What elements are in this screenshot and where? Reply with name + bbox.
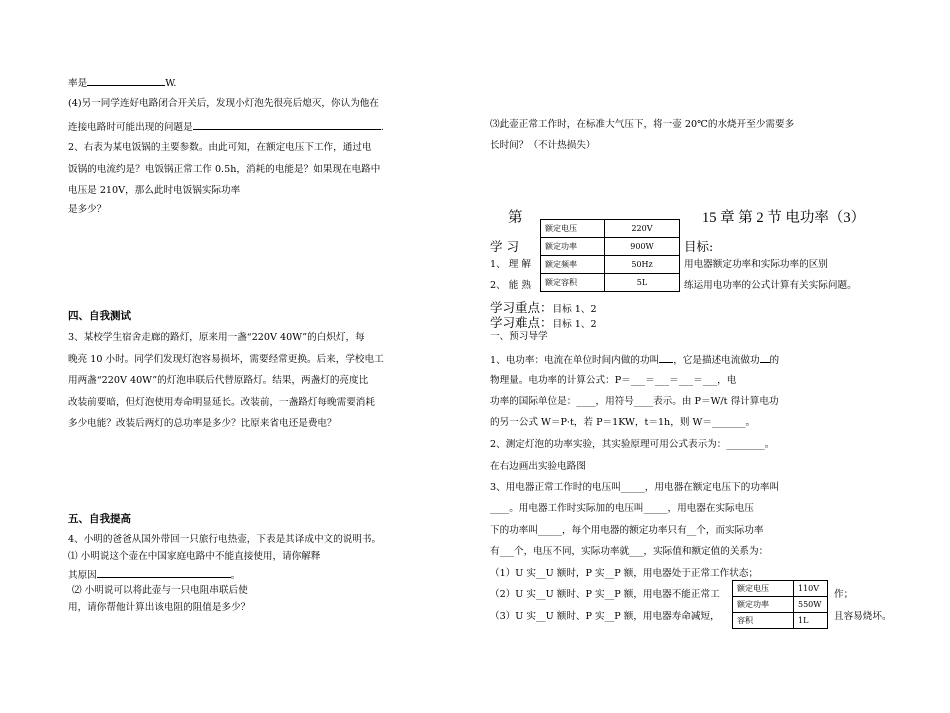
p3-line-4: 改装前要暗，但灯泡使用寿命明显延长。改装前，一盏路灯每晚需要消耗 [68, 397, 375, 408]
table-row [541, 238, 680, 256]
r10-line: 有___个，电压不同，实际功率就___，实际值和额定值的关系为： [490, 546, 769, 557]
q4-line-1: (4)另一同学连好电路闭合开关后，发现小灯泡先很亮后熄灭，你认为他在 [68, 98, 379, 109]
r8-line: ____。用电器工作时实际加的电压叫_____，用电器在实际电压 [490, 503, 754, 514]
r13-line-b: 且容易烧坏。 [834, 611, 892, 622]
table-cell: 5L [605, 274, 680, 292]
goals-heading-a: 学 习 [490, 239, 519, 254]
p4-line-2: ⑴ 小明说这个壶在中国家庭电路中不能直接使用，请你解释 [68, 551, 321, 562]
p4-line-4: ⑵ 小明说可以将此壶与一只电阻串联后使 [72, 585, 248, 596]
goal-1-a: 1、 理 解 [490, 259, 531, 270]
difficult-point-label: 学习难点： [490, 315, 553, 330]
p3-line-3: 用两盏“220V 40W”的灯泡串联后代替原路灯。结果，两盏灯的亮度比 [68, 375, 369, 386]
table-cell: 额定功率 [541, 238, 605, 256]
chapter-title-left: 第 [508, 210, 523, 226]
r1-line [490, 353, 779, 367]
section-5-title: 五、自我提高 [68, 513, 131, 525]
goals-heading-b: 目标: [684, 239, 714, 254]
goal-1-b: 用电器额定功率和实际功率的区别 [684, 259, 828, 270]
r1-text-a: 1、电功率：电流在单位时间内做的功叫 [490, 355, 660, 366]
r11-line: （1）U 实__U 额时，P 实__P 额，用电器处于正常工作状态； [490, 568, 759, 579]
r13-line-a: （3）U 实__U 额时、P 实__P 额，用电器寿命减短， [490, 611, 720, 622]
table-cell: 220V [605, 220, 680, 238]
p4-line-1: 4、小明的爸爸从国外带回一只旅行电热壶，下表是其译成中文的说明书。 [68, 534, 382, 545]
key-point-label: 学习重点： [490, 300, 553, 315]
p4-text: 其原因 [68, 570, 97, 581]
goal-2-a: 2、 能 熟 [490, 280, 531, 291]
q3-line-2: 长时间？（不计热损失） [490, 140, 596, 151]
blank [659, 353, 673, 363]
r4-line: 的另一公式 W＝P·t，若 P＝1KW，t＝1h，则 W＝_______。 [490, 417, 756, 428]
p2-line-3: 电压是 210V，那么此时电饭锅实际功率 [68, 185, 241, 196]
r1-text-c: 的 [769, 355, 780, 366]
q4-end: . [380, 122, 384, 133]
table-cell: 容积 [733, 613, 794, 629]
p4-end: 。 [230, 570, 241, 581]
table-cell: 额定容积 [541, 274, 605, 292]
table-cell: 550W [794, 597, 828, 613]
table-cell: 额定功率 [733, 597, 794, 613]
table-row [541, 256, 680, 274]
table-row [733, 581, 828, 597]
r12-line-b: 作； [834, 589, 854, 600]
table-cell: 1L [794, 613, 828, 629]
p3-line-2: 晚亮 10 小时。同学们发现灯泡容易损坏，需要经常更换。后来，学校电工 [68, 354, 384, 365]
r7-line: 3、用电器正常工作时的电压叫_____，用电器在额定电压下的功率叫 [490, 482, 780, 493]
table-cell: 额定频率 [541, 256, 605, 274]
r2-line: 物理量。电功率的计算公式：P＝___＝___＝___＝___，电 [490, 375, 737, 386]
table-row [541, 220, 680, 238]
q1-unit: W. [165, 78, 177, 89]
p2-line-2: 饭锅的电流约是？电饭锅正常工作 0.5h，消耗的电能是？如果现在电路中 [68, 164, 381, 175]
key-point-line [490, 301, 597, 316]
r1-text-b: ，它是描述电流做功 [673, 355, 760, 366]
preview-title: 一、预习导学 [490, 331, 548, 342]
blank [87, 76, 165, 86]
q4-line-2 [68, 120, 384, 134]
q4-text: 连接电路时可能出现的问题是 [68, 122, 193, 133]
spec-table-rice-cooker [540, 219, 680, 292]
r3-line: 功率的国际单位是：____，用符号____表示。由 P＝W/t 得计算电功 [490, 396, 779, 407]
p3-line-1: 3、某校学生宿舍走廊的路灯，原来用一盏“220V 40W”的白炽灯，每 [68, 332, 365, 343]
spec-table-kettle [732, 580, 828, 629]
table-row [733, 613, 828, 629]
section-4-title: 四、自我测试 [68, 310, 131, 322]
table-row [733, 597, 828, 613]
table-row [541, 274, 680, 292]
difficult-point-value: 目标 1、2 [552, 319, 597, 330]
key-point-value: 目标 1、2 [552, 304, 597, 315]
blank [193, 120, 381, 130]
p4-line-3 [68, 568, 240, 582]
r6-line: 在右边画出实验电路图 [490, 461, 586, 472]
chapter-title: 15 章 第 2 节 电功率（3） [702, 210, 866, 226]
goal-2-b: 练运用电功率的公式计算有关实际问题。 [684, 280, 857, 291]
r9-line: 下的功率叫_____，每个用电器的额定功率只有__个，而实际功率 [490, 525, 764, 536]
q1-text: 率是 [68, 78, 88, 89]
table-cell: 额定电压 [541, 220, 605, 238]
table-cell: 900W [605, 238, 680, 256]
q1-end-line [68, 76, 176, 90]
p2-line-4: 是多少？ [68, 204, 107, 215]
p4-line-5: 用，请你帮他计算出该电阻的阻值是多少？ [68, 602, 251, 613]
p3-line-5: 多少电能？改装后两灯的总功率是多少？比原来省电还是费电？ [68, 418, 337, 429]
table-cell: 50Hz [605, 256, 680, 274]
blank [760, 353, 770, 363]
q3-line-1: ⑶此壶正常工作时，在标准大气压下，将一壶 20℃的水烧开至少需要多 [490, 119, 795, 130]
table-cell: 110V [794, 581, 828, 597]
blank [97, 568, 231, 578]
p2-line-1: 2、右表为某电饭锅的主要参数。由此可知，在额定电压下工作，通过电 [68, 142, 372, 153]
table-cell: 额定电压 [733, 581, 794, 597]
difficult-point-line [490, 316, 597, 331]
r5-line: 2、测定灯泡的功率实验，其实验原理可用公式表示为：________。 [490, 439, 775, 450]
r12-line-a: （2）U 实__U 额时、P 实__P 额，用电器不能正常工 [490, 589, 720, 600]
